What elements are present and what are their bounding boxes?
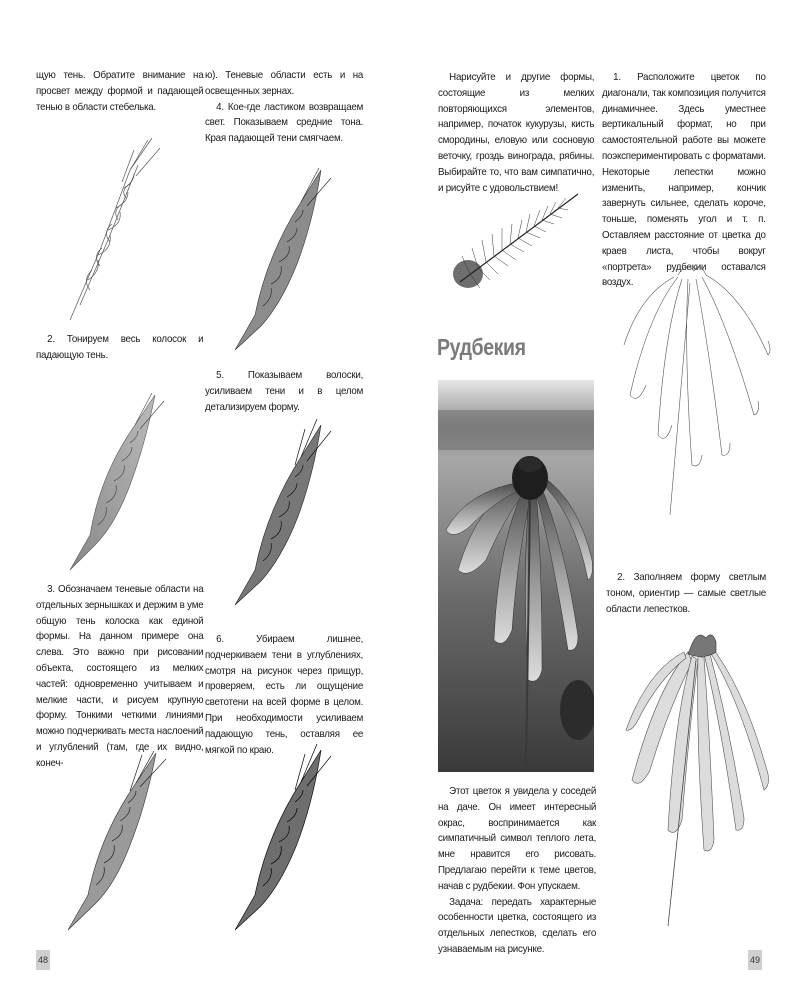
page-number-right: 49 xyxy=(748,950,762,970)
wheat-sketch-step2 xyxy=(60,385,170,575)
spruce-twig-sketch xyxy=(450,182,590,302)
paragraph: 6. Убираем лишнее, подчеркиваем тени в углублениях, смотря на рисунок через прищур, проверяем, есть ли ощущение светотени на всей форме в целом. При необходимости усиливаем падающую тень, оставляя ее мягкой по краю. xyxy=(205,633,364,756)
paragraph: 5. Показываем волоски, усиливаем тени и в целом детализируем форму. xyxy=(205,369,364,413)
wheat-sketch-step6 xyxy=(225,740,335,935)
paragraph: 2. Тонируем весь колосок и падающую тень. xyxy=(36,333,204,361)
paragraph: щую тень. Обратите внимание на просвет между формой и падающей тенью в области стебелька. xyxy=(36,69,204,113)
paragraph: Этот цветок я увидела у соседей на даче. Он имеет интересный окрас, воспринимается как симпатичный символ теплого лета, мне нравится его рисовать. Предлагаю перейти к теме цветов, начав с рудбекии. Фон упускаем. xyxy=(438,785,597,892)
step-4-text: 4. Кое-где ластиком возвращаем свет. Показываем средние тона. Края падающей тени смягчаем. xyxy=(205,100,364,145)
left-col2-text-top xyxy=(205,68,363,147)
wheat-sketch-step5 xyxy=(225,415,335,610)
left-col1-text-top xyxy=(36,68,203,115)
wheat-sketch-step3 xyxy=(60,745,170,935)
paragraph: 1. Расположите цветок по диагонали, так композиция получится динамичнее. Здесь уместнее вертикальный формат, но при самостоятельной работе вы можете поэкспериментировать с форматами. Некоторые лепестки можно изменить, например, кончик завернуть сильнее, сделать короче, тоньше, поменять угол и т. п. Оставляем расстояние от цветка до краев листа, чтобы вокруг «портрета» рудбекии оставался воздух. xyxy=(602,71,766,289)
rudbeckia-sketch-step1 xyxy=(618,255,778,535)
wheat-sketch-step1 xyxy=(60,130,170,325)
step-3-text xyxy=(36,582,203,772)
paragraph: 3. Обозначаем теневые области на отдельных зернышках и держим в уме общую тень колоска как единой формы. На данном примере она слева. Это важно при рисовании объекта, состоящего из мелких частей: одновременно учитываем и мелкие части, и рисуем крупную форму. Тонкими четкими линиями можно подчеркивать места наслоений и углублений (там, где их видно, конеч- xyxy=(36,583,204,769)
photo-caption-text xyxy=(438,784,596,958)
step-5-text xyxy=(205,368,363,415)
flower-step-2-text xyxy=(606,570,766,617)
paragraph: ю). Теневые области есть и на освещенных зернах. xyxy=(205,69,364,97)
rudbeckia-photo xyxy=(438,380,594,772)
page-number-left: 48 xyxy=(36,950,50,970)
wheat-sketch-step4 xyxy=(225,160,335,355)
intro-text xyxy=(438,70,594,196)
paragraph: Задача: передать характерные особенности цветка, состоящего из отдельных лепестков, сделать его узнаваемым на рисунке. xyxy=(438,895,597,955)
paragraph: 2. Заполняем форму светлым тоном, ориентир — самые светлые области лепестков. xyxy=(606,571,766,615)
step-2-text xyxy=(36,332,203,364)
rudbeckia-sketch-step2 xyxy=(618,630,778,930)
section-title: Рудбекия xyxy=(437,334,526,360)
paragraph: Нарисуйте и другие формы, состоящие из мелких повторяющихся элементов, например, початок кукурузы, кисть смородины, еловую или сосновую веточку, гроздь винограда, рябины. Выбирайте то, что вам симпатично, и рисуйте с удовольствием! xyxy=(438,71,595,194)
